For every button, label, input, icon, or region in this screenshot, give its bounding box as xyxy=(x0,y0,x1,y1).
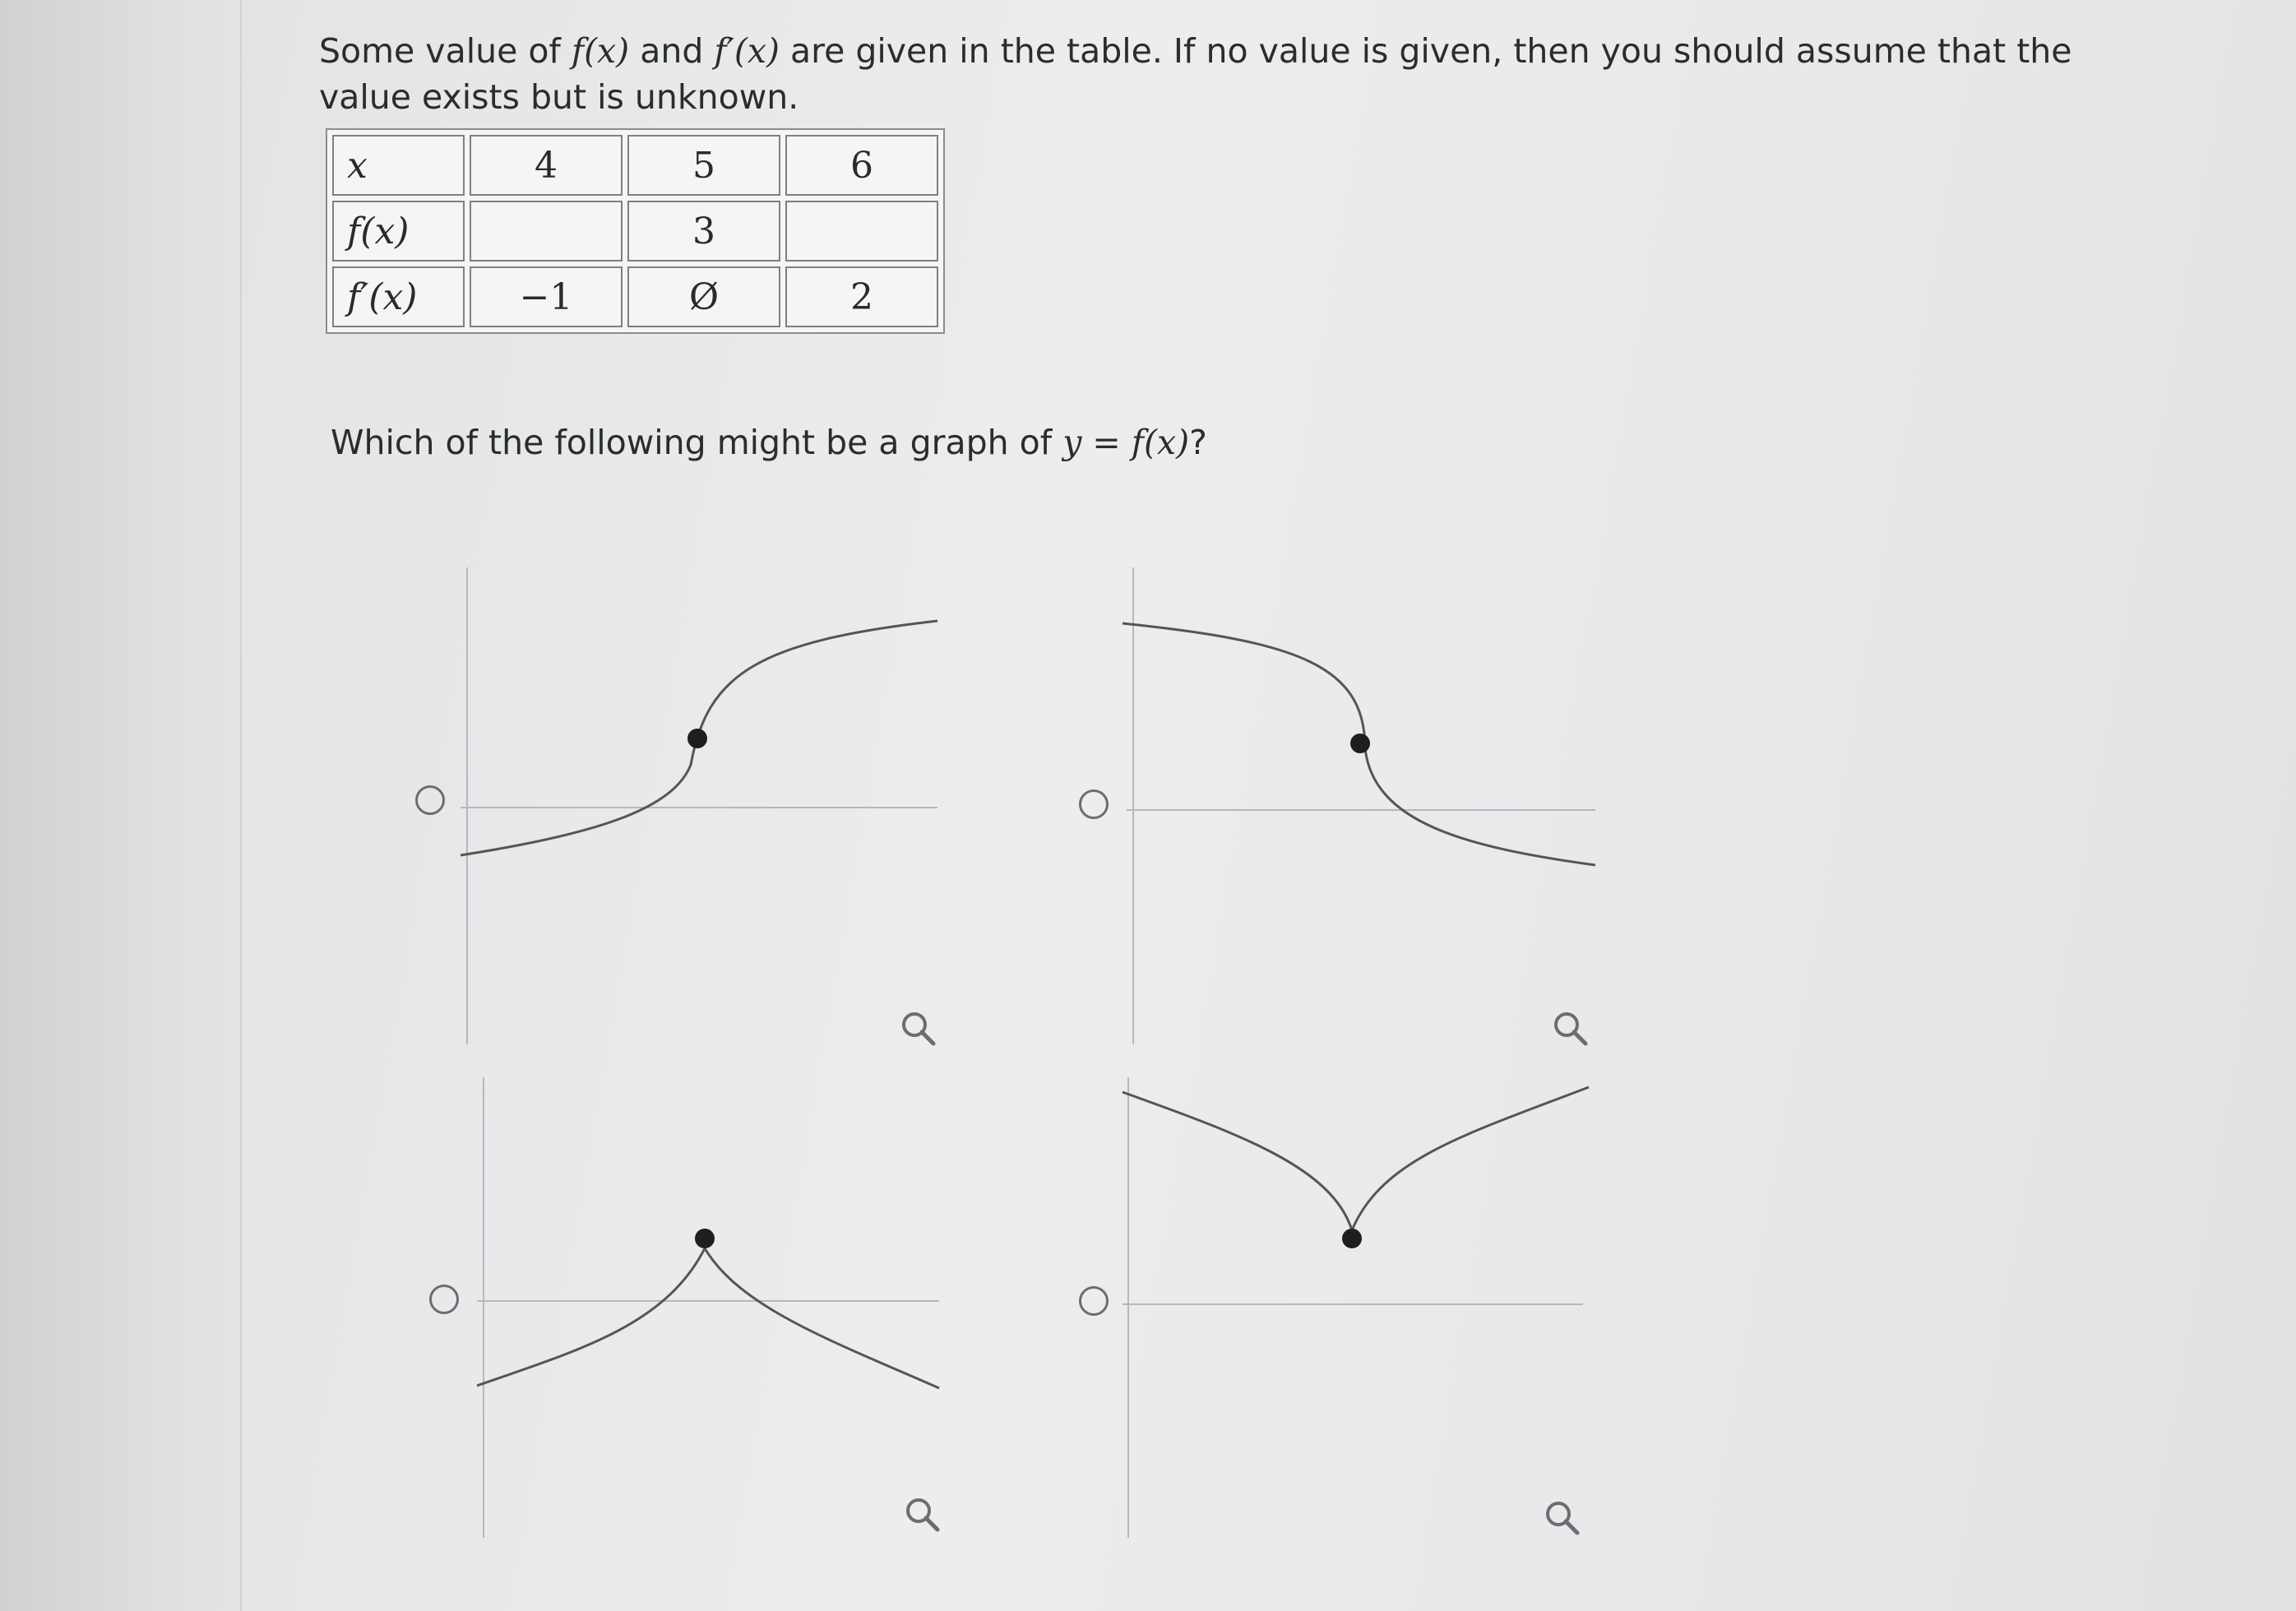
table-label-fx: f(x) xyxy=(332,201,465,262)
zoom-magnifier-icon[interactable] xyxy=(1543,1498,1581,1536)
table-cell: −1 xyxy=(470,266,623,327)
table-cell: 2 xyxy=(785,266,938,327)
problem-statement xyxy=(319,28,2087,120)
curve xyxy=(477,1248,939,1388)
zoom-magnifier-icon[interactable] xyxy=(903,1495,941,1533)
curve xyxy=(1123,1087,1589,1230)
point-marker xyxy=(687,729,707,748)
graph-option-d[interactable] xyxy=(1118,1069,1628,1546)
prompt-text: and xyxy=(629,31,715,71)
radio-option-b[interactable] xyxy=(1079,789,1109,819)
values-table xyxy=(326,128,945,334)
table-cell: 5 xyxy=(627,135,780,196)
question-math: y = f(x) xyxy=(1062,423,1190,462)
graph-option-a[interactable] xyxy=(444,559,954,1053)
point-marker xyxy=(695,1229,715,1248)
table-row xyxy=(332,266,938,327)
table-cell xyxy=(470,201,623,262)
table-cell: 3 xyxy=(627,201,780,262)
question-prefix: Which of the following might be a graph of xyxy=(331,423,1063,462)
zoom-magnifier-icon[interactable] xyxy=(1551,1009,1589,1047)
prompt-math-f: f(x) xyxy=(571,31,630,71)
question-text xyxy=(331,423,1207,462)
prompt-text: are given in the table. If no value is given, then you should assume that the value exists but is unknown. xyxy=(319,31,2072,117)
prompt-text: Some value of xyxy=(319,31,572,71)
table-cell: 6 xyxy=(785,135,938,196)
graph-option-b[interactable] xyxy=(1118,559,1628,1053)
point-marker xyxy=(1350,734,1370,753)
left-panel xyxy=(0,0,242,1611)
table-cell xyxy=(785,201,938,262)
table-cell: Ø xyxy=(627,266,780,327)
table-header-x: x xyxy=(332,135,465,196)
table-row xyxy=(332,135,938,196)
table-label-fprime: f′(x) xyxy=(332,266,465,327)
radio-option-d[interactable] xyxy=(1079,1286,1109,1316)
radio-option-a[interactable] xyxy=(415,785,445,815)
question-suffix: ? xyxy=(1189,423,1207,462)
zoom-magnifier-icon[interactable] xyxy=(899,1009,937,1047)
table-cell: 4 xyxy=(470,135,623,196)
radio-option-c[interactable] xyxy=(429,1285,459,1314)
prompt-math-fprime: f′(x) xyxy=(714,31,780,71)
table-row xyxy=(332,201,938,262)
point-marker xyxy=(1342,1229,1362,1248)
graph-option-c[interactable] xyxy=(461,1069,970,1546)
